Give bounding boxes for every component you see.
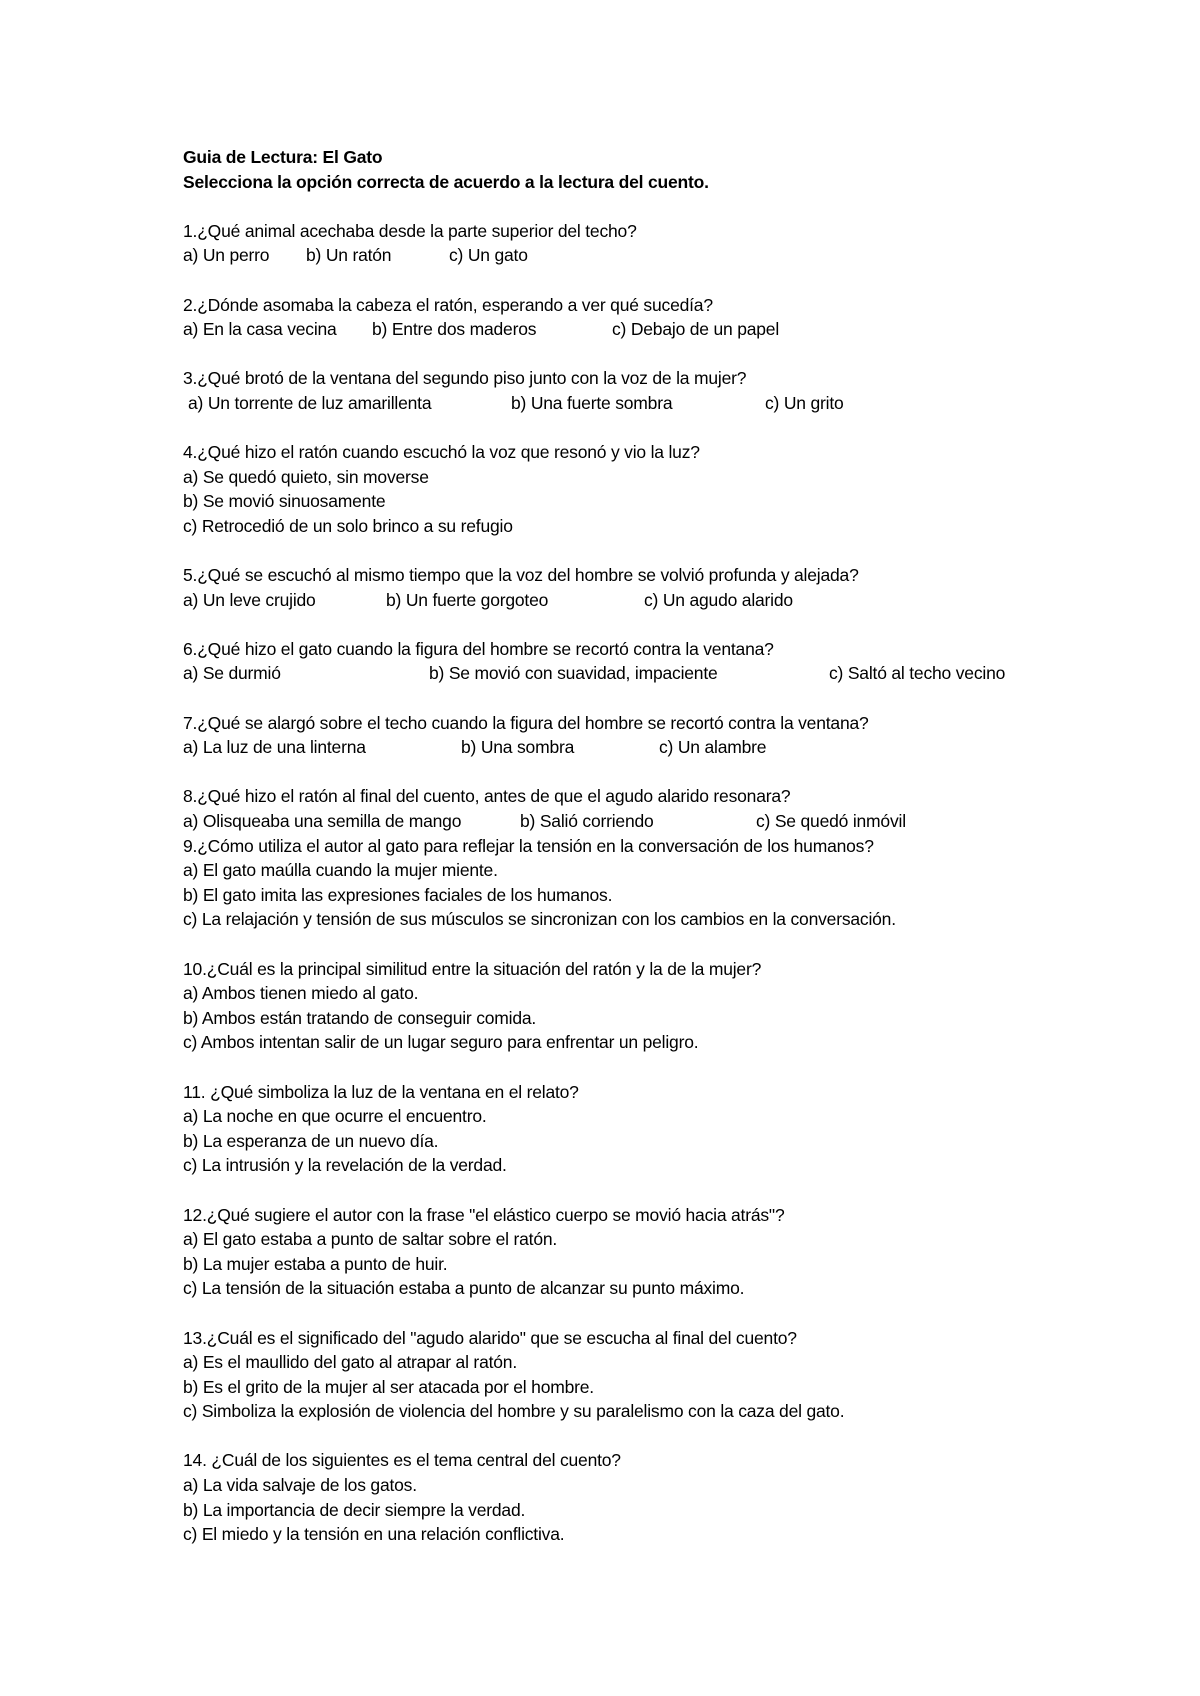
option-c: c) Debajo de un papel <box>612 319 780 340</box>
options-row <box>183 735 1163 760</box>
option-a: a) Un torrente de luz amarillenta <box>188 392 432 413</box>
question-4 <box>183 440 1163 538</box>
option-b: b) Es el grito de la mujer al ser atacada por el hombre. <box>183 1376 594 1397</box>
question-text: 12.¿Qué sugiere el autor con la frase "el elástico cuerpo se movió hacia atrás"? <box>183 1204 785 1225</box>
option-a: a) En la casa vecina <box>183 319 337 340</box>
option-a: a) Un perro <box>183 245 270 266</box>
question-8 <box>183 784 1163 833</box>
question-text: 1.¿Qué animal acechaba desde la parte superior del techo? <box>183 220 637 241</box>
option-b: b) Entre dos maderos <box>372 319 537 340</box>
option-a: a) Se quedó quieto, sin moverse <box>183 466 429 487</box>
options-row <box>183 809 1163 834</box>
question-9 <box>183 834 1163 932</box>
option-b: b) La mujer estaba a punto de huir. <box>183 1253 448 1274</box>
question-6 <box>183 637 1163 686</box>
question-text: 5.¿Qué se escuchó al mismo tiempo que la voz del hombre se volvió profunda y alejada? <box>183 565 859 586</box>
options-row <box>183 661 1163 686</box>
option-a: a) Se durmió <box>183 663 281 684</box>
question-1 <box>183 219 1163 268</box>
option-a: a) Un leve crujido <box>183 589 316 610</box>
option-a: a) El gato maúlla cuando la mujer miente. <box>183 860 498 881</box>
options-row <box>183 243 1163 268</box>
option-b: b) Salió corriendo <box>520 811 654 832</box>
question-text: 14. ¿Cuál de los siguientes es el tema central del cuento? <box>183 1450 621 1471</box>
option-b: b) Un ratón <box>306 245 392 266</box>
question-7 <box>183 711 1163 760</box>
option-b: b) Un fuerte gorgoteo <box>386 589 549 610</box>
option-b: b) La importancia de decir siempre la verdad. <box>183 1499 526 1520</box>
question-text: 2.¿Dónde asomaba la cabeza el ratón, esperando a ver qué sucedía? <box>183 294 713 315</box>
option-c: c) Un alambre <box>659 737 767 758</box>
question-text: 6.¿Qué hizo el gato cuando la figura del hombre se recortó contra la ventana? <box>183 638 774 659</box>
question-text: 8.¿Qué hizo el ratón al final del cuento, antes de que el agudo alarido resonara? <box>183 786 791 807</box>
option-c: c) La intrusión y la revelación de la verdad. <box>183 1155 507 1176</box>
question-10 <box>183 957 1163 1055</box>
option-a: a) La noche en que ocurre el encuentro. <box>183 1106 487 1127</box>
option-b: b) Una sombra <box>461 737 575 758</box>
option-c: c) El miedo y la tensión en una relación conflictiva. <box>183 1524 565 1545</box>
question-text: 11. ¿Qué simboliza la luz de la ventana en el relato? <box>183 1081 579 1102</box>
question-5 <box>183 563 1163 612</box>
question-text: 7.¿Qué se alargó sobre el techo cuando la figura del hombre se recortó contra la ventana? <box>183 712 869 733</box>
option-c: c) Ambos intentan salir de un lugar seguro para enfrentar un peligro. <box>183 1032 699 1053</box>
question-3 <box>183 366 1163 415</box>
option-a: a) Olisqueaba una semilla de mango <box>183 811 462 832</box>
option-c: c) La relajación y tensión de sus músculos se sincronizan con los cambios en la conversación. <box>183 909 896 930</box>
question-text: 9.¿Cómo utiliza el autor al gato para reflejar la tensión en la conversación de los humanos? <box>183 835 874 856</box>
option-a: a) Es el maullido del gato al atrapar al ratón. <box>183 1352 517 1373</box>
question-text: 10.¿Cuál es la principal similitud entre la situación del ratón y la de la mujer? <box>183 958 762 979</box>
option-a: a) La luz de una linterna <box>183 737 366 758</box>
question-text: 13.¿Cuál es el significado del "agudo alarido" que se escucha al final del cuento? <box>183 1327 797 1348</box>
option-c: c) Saltó al techo vecino <box>829 663 1006 684</box>
option-c: c) Se quedó inmóvil <box>756 811 906 832</box>
question-13 <box>183 1326 1163 1424</box>
question-14 <box>183 1448 1163 1546</box>
question-text: 3.¿Qué brotó de la ventana del segundo piso junto con la voz de la mujer? <box>183 368 747 389</box>
option-c: c) Un agudo alarido <box>644 589 793 610</box>
question-11 <box>183 1080 1163 1178</box>
option-c: c) Un grito <box>765 392 844 413</box>
option-c: c) Retrocedió de un solo brinco a su refugio <box>183 515 513 536</box>
document-page <box>183 145 1163 1547</box>
option-b: b) Se movió sinuosamente <box>183 491 386 512</box>
option-b: b) Ambos están tratando de conseguir comida. <box>183 1007 537 1028</box>
option-c: c) Simboliza la explosión de violencia del hombre y su paralelismo con la caza del gato. <box>183 1401 845 1422</box>
options-row <box>183 391 1163 416</box>
question-text: 4.¿Qué hizo el ratón cuando escuchó la voz que resonó y vio la luz? <box>183 442 700 463</box>
document-title: Guia de Lectura: El Gato <box>183 147 383 167</box>
option-b: b) Una fuerte sombra <box>511 392 673 413</box>
document-instruction: Selecciona la opción correcta de acuerdo a la lectura del cuento. <box>183 171 709 192</box>
options-row <box>183 317 1163 342</box>
question-12 <box>183 1203 1163 1301</box>
option-c: c) Un gato <box>449 245 528 266</box>
option-a: a) El gato estaba a punto de saltar sobre el ratón. <box>183 1229 558 1250</box>
option-b: b) El gato imita las expresiones faciales de los humanos. <box>183 884 613 905</box>
options-row <box>183 588 1163 613</box>
option-b: b) Se movió con suavidad, impaciente <box>429 663 718 684</box>
option-c: c) La tensión de la situación estaba a punto de alcanzar su punto máximo. <box>183 1278 745 1299</box>
option-a: a) Ambos tienen miedo al gato. <box>183 983 419 1004</box>
option-b: b) La esperanza de un nuevo día. <box>183 1130 439 1151</box>
option-a: a) La vida salvaje de los gatos. <box>183 1475 417 1496</box>
question-2 <box>183 293 1163 342</box>
